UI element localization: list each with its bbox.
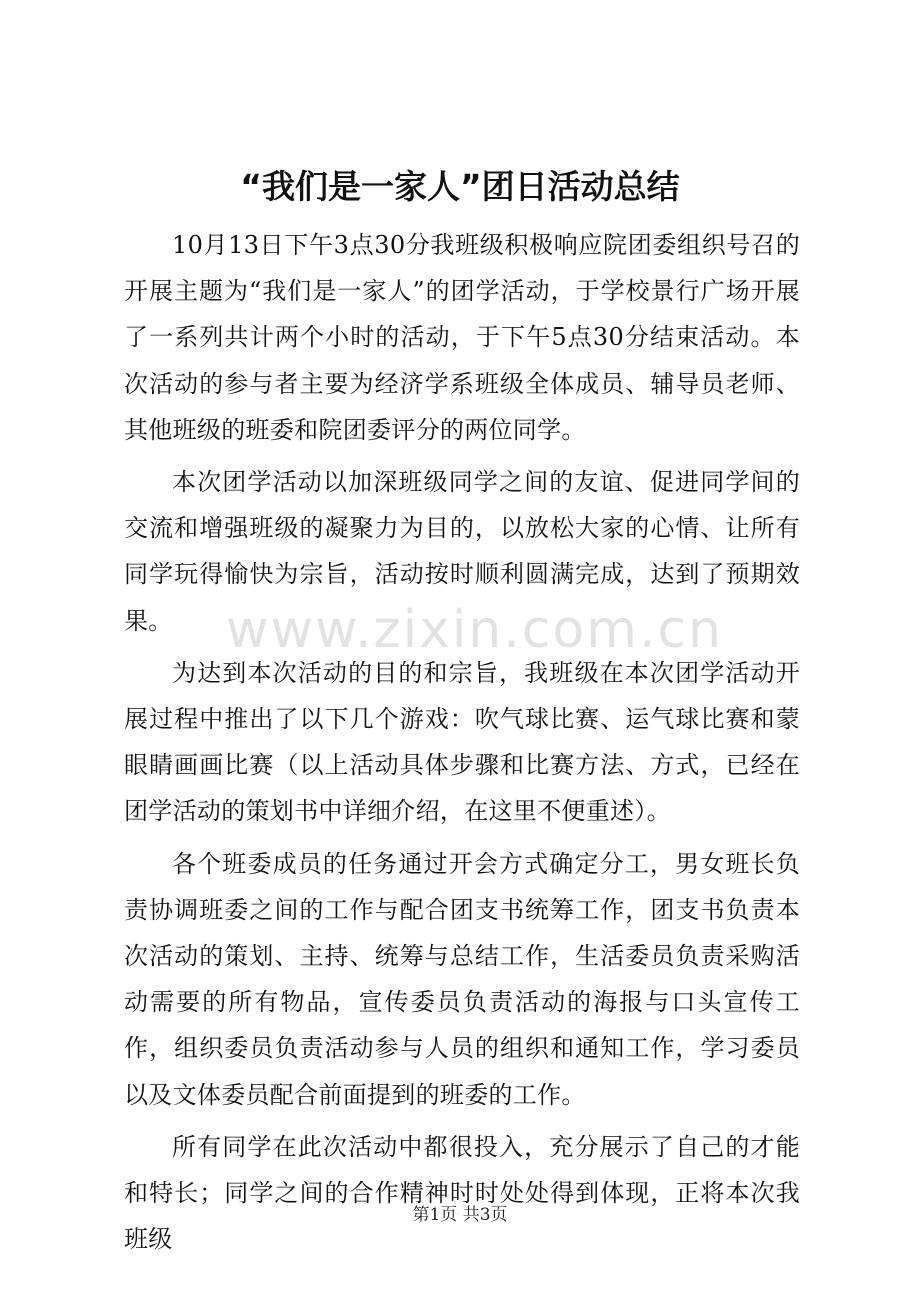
paragraph-3: 为达到本次活动的目的和宗旨，我班级在本次团学活动开展过程中推出了以下几个游戏：吹气球比赛、运气球比赛和蒙眼睛画画比赛（以上活动具体步骤和比赛方法、方式，已经在团学活动的策划书中详细介绍，在这里不便重述）。 [124, 658, 800, 826]
document-title: “我们是一家人”团日活动总结 [240, 167, 680, 206]
watermark: www.zixin.com.cn [226, 600, 723, 660]
paragraph-2: 本次团学活动以加深班级同学之间的友谊、促进同学间的交流和增强班级的凝聚力为目的，以放松大家的心情、让所有同学玩得愉快为宗旨，活动按时顺利圆满完成，达到了预期效果。 [124, 468, 800, 635]
page-footer: 第1页 共3页 [412, 1205, 508, 1225]
paragraph-1: 10月13日下午3点30分我班级积极响应院团委组织号召的开展主题为“我们是一家人”的团学活动，于学校景行广场开展了一系列共计两个小时的活动，于下午5点30分结束活动。本次活动的参与者主要为经济学系班级全体成员、辅导员老师、其他班级的班委和院团委评分的两位同学。 [124, 231, 800, 444]
paragraph-5: 所有同学在此次活动中都很投入，充分展示了自己的才能和特长；同学之间的合作精神时时处处得到体现，正将本次我班级 [124, 1132, 800, 1254]
paragraph-4: 各个班委成员的任务通过开会方式确定分工，男女班长负责协调班委之间的工作与配合团支书统筹工作，团支书负责本次活动的策划、主持、统筹与总结工作，生活委员负责采购活动需要的所有物品，宣传委员负责活动的海报与口头宣传工作，组织委员负责活动参与人员的组织和通知工作，学习委员以及文体委员配合前面提到的班委的工作。 [124, 849, 800, 1109]
document-body [124, 222, 800, 1268]
